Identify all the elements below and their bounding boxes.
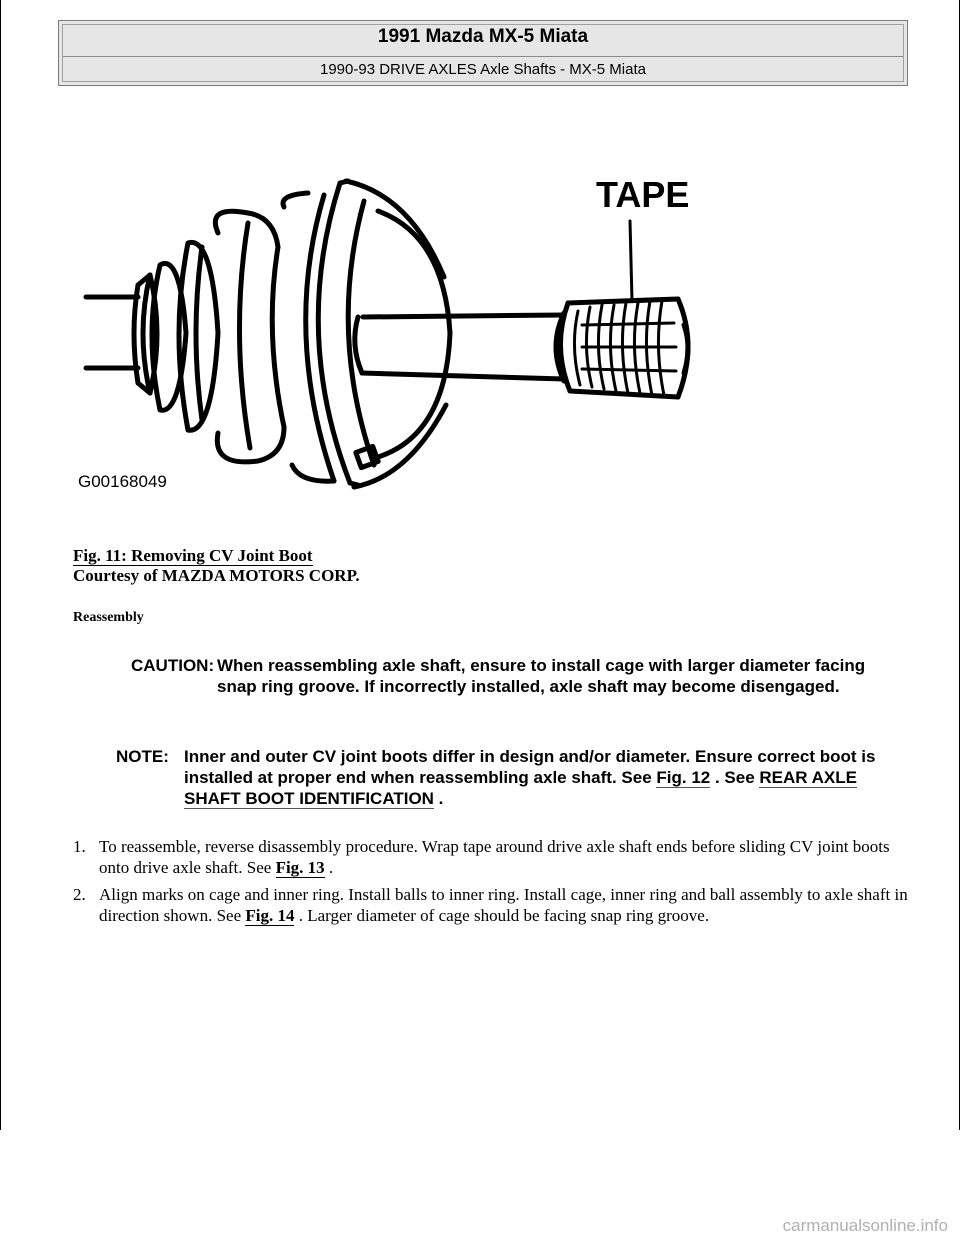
step-text-end: . (324, 858, 334, 877)
step-fig13-link[interactable]: Fig. 13 (275, 858, 325, 877)
note-label: NOTE: (116, 747, 169, 766)
header-title: 1991 Mazda MX-5 Miata (377, 26, 589, 47)
page-border-left (0, 0, 1, 1130)
step-number: 2. (73, 885, 86, 904)
caution-text: When reassembling axle shaft, ensure to install cage with larger diameter facing snap ring groove. If incorrectly installed, axle shaft may become disengaged. (217, 656, 866, 696)
note-boot-identification-link[interactable]: REAR AXLE SHAFT BOOT IDENTIFICATION (184, 768, 857, 808)
note-text-middle: . See (710, 768, 760, 787)
header-divider (63, 56, 903, 57)
header-subtitle: 1990-93 DRIVE AXLES Axle Shafts - MX-5 Miata (320, 61, 646, 78)
step-fig14-link[interactable]: Fig. 14 (245, 906, 295, 925)
step-text: To reassemble, reverse disassembly procedure. Wrap tape around drive axle shaft ends before sliding CV joint boots onto drive axle shaft. See (99, 837, 890, 877)
step-number: 1. (73, 837, 86, 856)
step-text: Align marks on cage and inner ring. Install balls to inner ring. Install cage, inner ring and ball assembly to axle shaft in direction shown. See (99, 885, 908, 925)
note-fig12-link[interactable]: Fig. 12 (656, 768, 711, 787)
figure-caption-credit: Courtesy of MAZDA MOTORS CORP. (73, 566, 360, 585)
site-watermark: carmanualsonline.info (782, 1216, 948, 1235)
page-header (58, 20, 908, 86)
left-shaft-stub (86, 275, 157, 393)
procedure-step (73, 884, 913, 926)
figure-caption (73, 546, 360, 586)
figure-caption-title[interactable]: Fig. 11: Removing CV Joint Boot (73, 546, 313, 565)
note-notice (116, 746, 916, 816)
procedure-step (73, 836, 913, 878)
image-code: G00168049 (78, 472, 167, 491)
step-text-end: . Larger diameter of cage should be facing snap ring groove. (294, 906, 710, 925)
procedure-list (73, 836, 913, 932)
cv-joint-boot-illustration (78, 165, 718, 500)
note-body (184, 746, 904, 809)
section-heading: Reassembly (73, 610, 144, 625)
note-text: Inner and outer CV joint boots differ in design and/or diameter. Ensure correct boot is installed at proper end when reassembling axle shaft. See (184, 747, 876, 787)
axle-shaft (355, 315, 564, 379)
taped-spline-end (556, 299, 688, 397)
note-text-end: . (433, 789, 444, 808)
tape-label: TAPE (596, 174, 690, 215)
cv-joint-housing (306, 181, 450, 487)
tape-callout (596, 174, 689, 301)
caution-notice (131, 655, 911, 725)
caution-label: CAUTION: (131, 656, 215, 675)
